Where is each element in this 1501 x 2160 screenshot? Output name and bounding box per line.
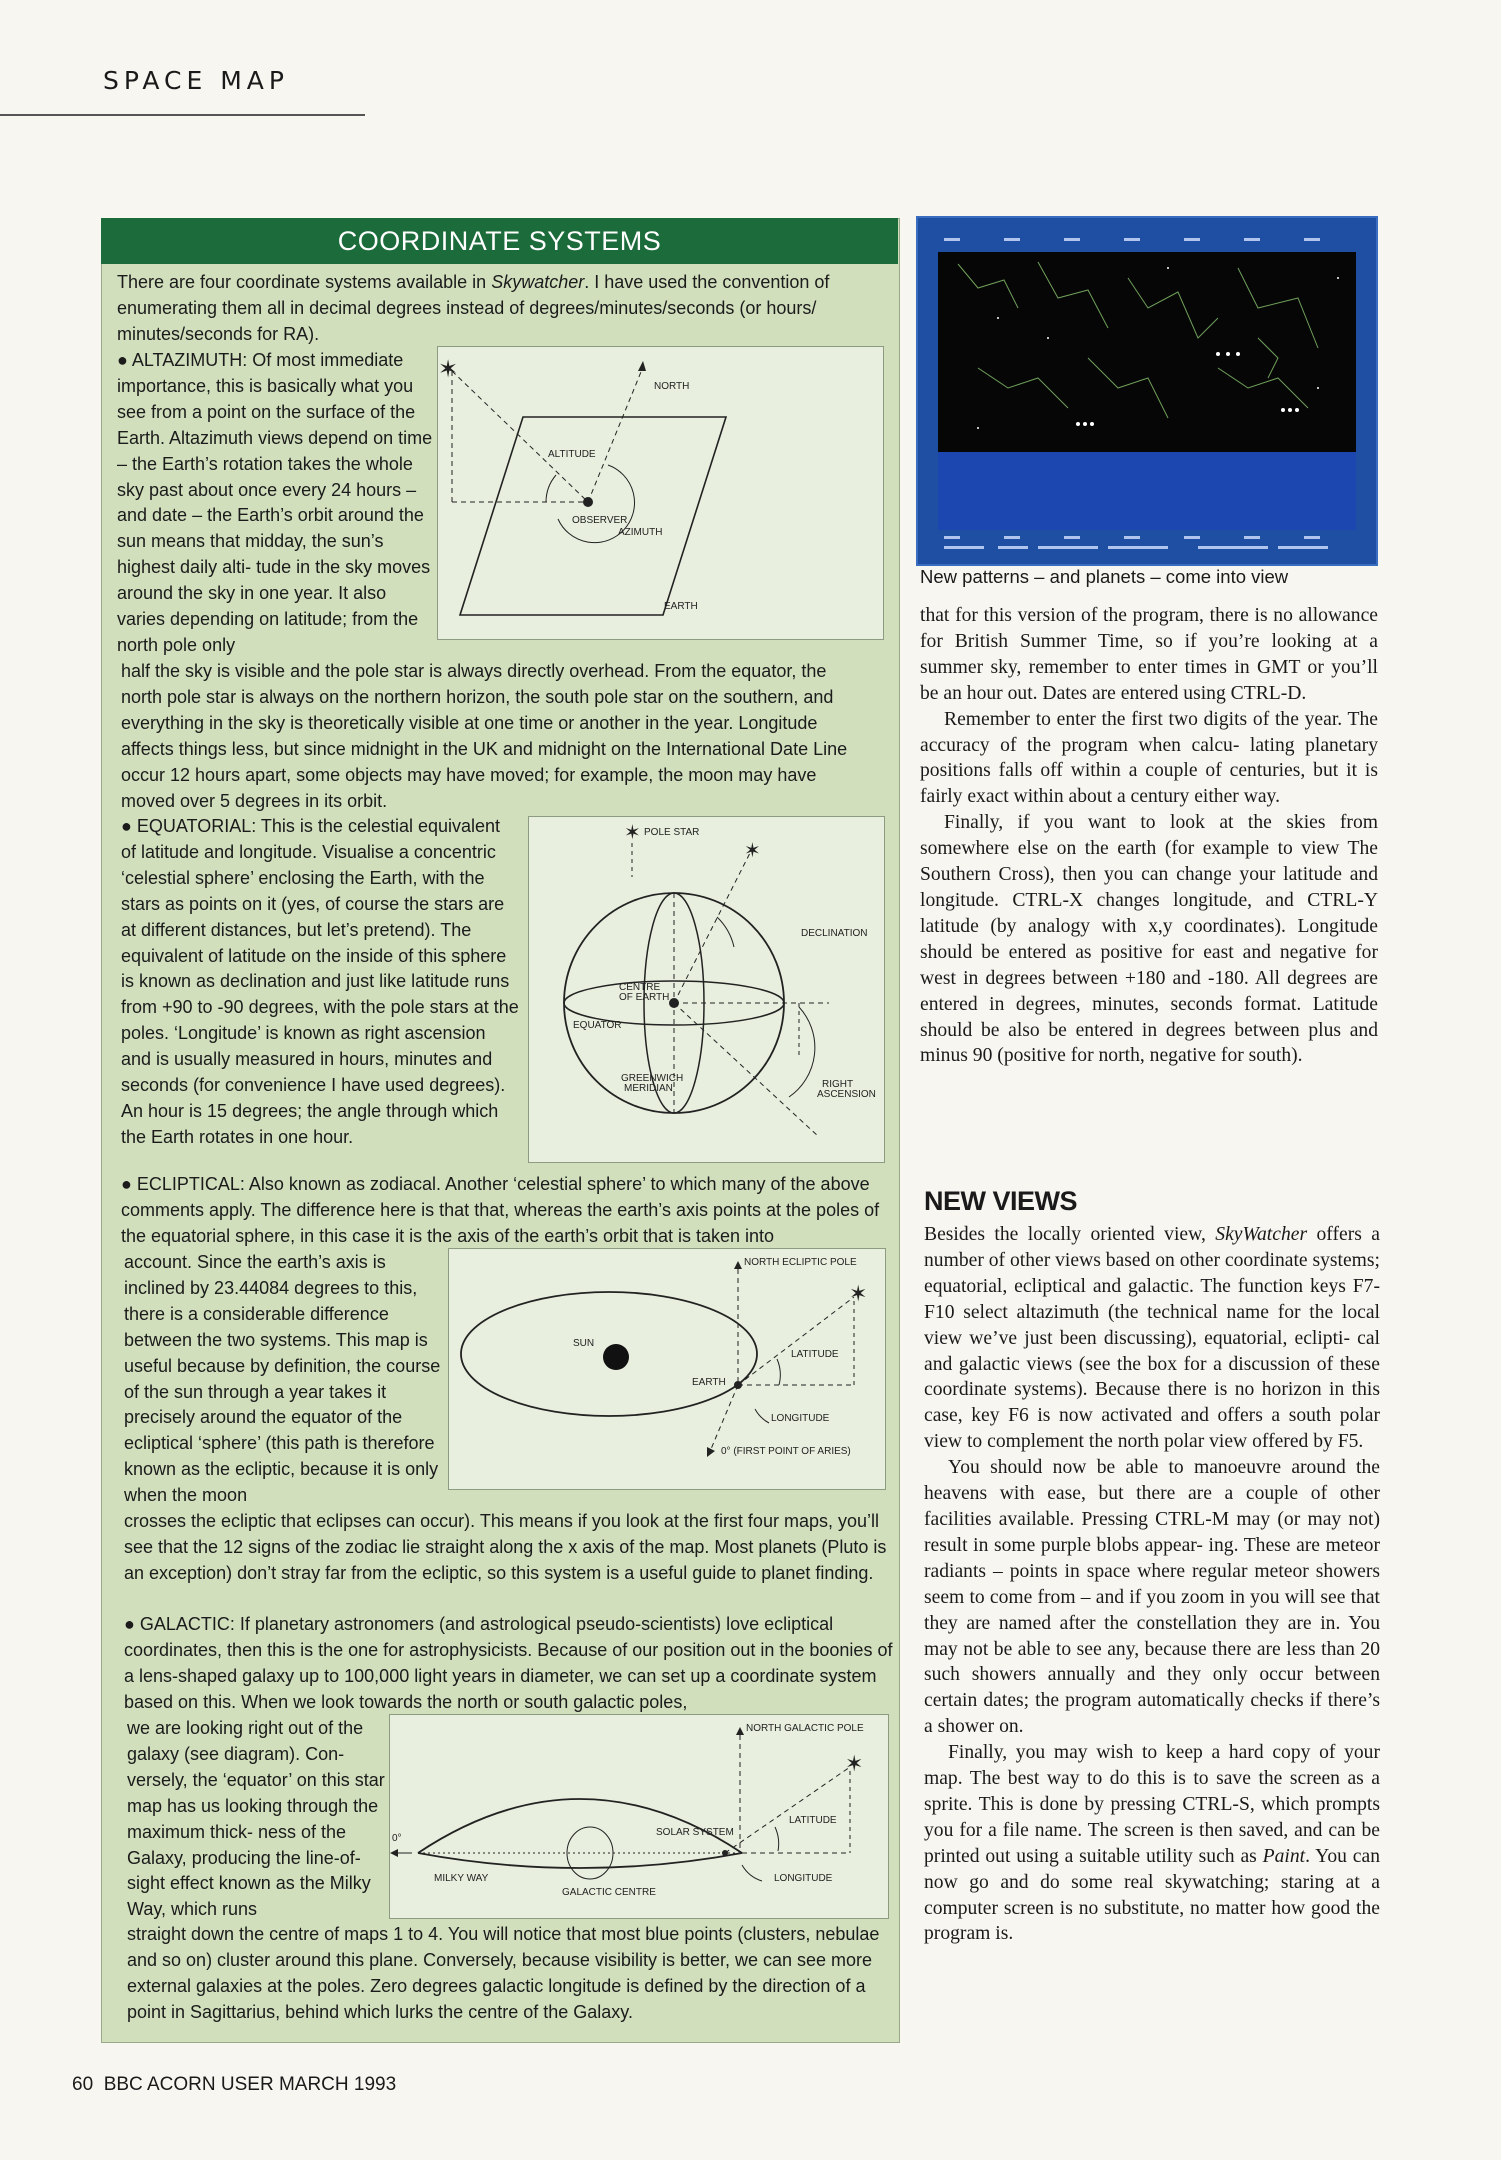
label-right: RIGHT (822, 1079, 854, 1090)
label-ascension: ASCENSION (817, 1089, 876, 1100)
label-of-earth: OF EARTH (619, 992, 670, 1003)
label-equator: EQUATOR (573, 1020, 622, 1031)
label-longitude: LONGITUDE (774, 1873, 833, 1884)
star-icon: ✶ (849, 1281, 868, 1306)
body-column-2 (924, 1222, 1380, 1947)
section-title: SPACE MAP (103, 66, 289, 95)
label-azimuth: AZIMUTH (618, 527, 663, 538)
label-solar-system: SOLAR SYSTEM (656, 1827, 734, 1838)
paragraph: Besides the locally oriented view, SkyWatcher offers a number of other views based on other coordinate systems; equatorial, ecliptical and galactic. The function keys F7-F10 select altazimuth (the technical name for the local view we’ve just been discussing), equatorial, eclipti- cal and galactic views (see the box for a discussion of these coordinate systems). Because there is no horizon in this case, key F6 is now activated and offers a south polar view to complement the north polar view offered by F5. (924, 1224, 1380, 1453)
label-declination: DECLINATION (801, 928, 868, 939)
paragraph: You should now be able to manoeuvre around the heavens with ease, but there are a couple of other facilities available. Pressing CTRL-M may (or may not) result in some purple blobs appear- ing. These are meteor radiants – points in space where regular meteor showers seem to come from – and if you zoom in you will see that they are named after the constellation they are in. You may not be able to see any, because there are less than 20 such showers annually and they only occur between certain dates; the program automatically checks if there’s a shower on. (924, 1457, 1380, 1738)
label-first-point-of-aries: 0° (FIRST POINT OF ARIES) (721, 1446, 851, 1457)
altazimuth-diagram (437, 346, 884, 640)
program-screenshot (916, 216, 1378, 566)
equatorial-diagram (528, 816, 885, 1163)
label-earth: EARTH (692, 1377, 726, 1388)
label-galactic-centre: GALACTIC CENTRE (562, 1887, 656, 1898)
label-longitude: LONGITUDE (771, 1413, 830, 1424)
label-north-galactic-pole: NORTH GALACTIC POLE (746, 1723, 864, 1734)
box-intro: There are four coordinate systems available in Skywatcher. I have used the convention of enumerating them all in decimal degrees instead of degrees/minutes/seconds (or hours/ minutes/seconds for RA). (117, 272, 830, 344)
altazimuth-text: ● ALTAZIMUTH: Of most immediate importance, this is basically what you see from a point on the surface of the Earth. Altazimuth views depend on time – the Earth’s rotation takes the whole sky past about once every 24 hours – and date – the Earth’s orbit around the sun means that midday, the sun’s highest daily alti- tude in the sky moves around the sky in one year. It also varies depending on latitude; from the north pole only (117, 350, 433, 655)
label-earth: EARTH (664, 601, 698, 612)
label-greenwich: GREENWICH (621, 1073, 684, 1084)
label-latitude: LATITUDE (791, 1349, 839, 1360)
label-sun: SUN (573, 1338, 595, 1349)
galactic-text-3: straight down the centre of maps 1 to 4. You will notice that most blue points (clusters, nebulae and so on) cluster around this plane. Conversely, because visibility is better, we can see more external galaxies at the poles. Zero degrees galactic longitude is defined by the direction of a point in Sagittarius, behind which lurks the centre of the Galaxy. (127, 1924, 880, 2022)
paragraph: Remember to enter the first two digits of the year. The accuracy of the program when calcu- lating planetary positions falls off within a couple of centuries, but it is fairly exact within about a century either way. (920, 708, 1378, 808)
galactic-text: ● GALACTIC: If planetary astronomers (and astrological pseudo-scientists) love ecliptical coordinates, then this is the one for astrophysicists. Because of our position out in the boonies of a lens-shaped galaxy up to 100,000 light years in diameter, we can set up a coordinate system based on this. When we look towards the north or south galactic poles, (124, 1614, 893, 1712)
label-centre: CENTRE (619, 982, 661, 993)
galactic-diagram (389, 1714, 889, 1919)
pole-star-icon: ✶ (624, 822, 641, 844)
label-milky-way: MILKY WAY (434, 1873, 489, 1884)
label-north-ecliptic-pole: NORTH ECLIPTIC POLE (744, 1257, 857, 1268)
new-views-heading: NEW VIEWS (924, 1186, 1078, 1216)
screenshot-caption: New patterns – and planets – come into view (920, 566, 1289, 587)
star-icon: ✶ (744, 840, 761, 862)
paragraph: Finally, if you want to look at the skies from somewhere else on the earth (for example to view The Southern Cross), then you can change your latitude and longitude. CTRL-X changes longitude, and CTRL-Y latitude (by analogy with x,y coordinates). Longitude should be entered as positive for east and negative for west in degrees between +180 and -180. All degrees are entered in degrees, minutes, seconds format. Latitude should be also be entered in degrees between plus and minus 90 (positive for north, negative for south). (920, 812, 1378, 1067)
galactic-text-2: we are looking right out of the galaxy (see diagram). Con- versely, the ‘equator’ on this star map has us looking through the maximum thick- ness of the Galaxy, producing the line-of-sight effect known as the Milky Way, which runs (127, 1718, 385, 1920)
ecliptical-text-2: account. Since the earth’s axis is inclined by 23.44084 degrees to this, there is a considerable difference between the two systems. This map is useful because by definition, the course of the sun through a year takes it precisely around the equator of the ecliptical ‘sphere’ (this path is therefore known as the ecliptic, because it is only when the moon (124, 1252, 441, 1506)
equatorial-text: ● EQUATORIAL: This is the celestial equivalent of latitude and longitude. Visualise a concentric ‘celestial sphere’ enclosing the Earth, with the stars as points on it (yes, of course the stars are at different distances, but let’s pretend). The equivalent of latitude on the inside of this sphere is known as declination and just like latitude runs from +90 to -90 degrees, with the pole stars at the poles. ‘Longitude’ is known as right ascension and is usually measured in hours, minutes and seconds (for convenience I have used degrees). An hour is 15 degrees; the angle through which the Earth rotates in one hour. (121, 816, 519, 1147)
label-latitude: LATITUDE (789, 1815, 837, 1826)
altazimuth-text-cont: half the sky is visible and the pole star is always directly overhead. From the equator, the north pole star is always on the northern horizon, the south pole star on the southern, and everything in the sky is theoretically visible at one time or another in the year. Longitude affects things less, but since midnight in the UK and midnight on the International Date Line occur 12 hours apart, some objects may have moved; for example, the moon may have moved over 5 degrees in its orbit. (121, 661, 848, 811)
header-rule (0, 114, 365, 116)
ecliptical-diagram (448, 1248, 886, 1490)
label-meridian: MERIDIAN (624, 1083, 673, 1094)
label-observer: OBSERVER (572, 515, 628, 526)
ecliptical-text: ● ECLIPTICAL: Also known as zodiacal. Another ‘celestial sphere’ to which many of the above comments apply. The difference here is that that, whereas the earth’s axis points at the poles of the equatorial sphere, in this case it is the axis of the earth’s orbit that is taken into (121, 1174, 880, 1246)
label-north: NORTH (654, 381, 690, 392)
page-footer: 60 BBC ACORN USER MARCH 1993 (72, 2074, 397, 2095)
paragraph: that for this version of the program, there is no allowance for British Summer Time, so if you’re looking at a summer sky, remember to enter times in GMT or you’ll be an hour out. Dates are entered using CTRL-D. (920, 605, 1378, 704)
ecliptical-text-3: crosses the ecliptic that eclipses can occur). This means if you look at the first four maps, you’ll see that the 12 signs of the zodiac lie straight along the x axis of the map. Most planets (Pluto is an exception) don’t stray far from the ecliptic, so this system is a useful guide to planet finding. (124, 1511, 887, 1583)
label-pole-star: POLE STAR (644, 827, 700, 838)
star-icon: ✶ (438, 357, 459, 383)
body-column (920, 603, 1378, 1069)
star-icon: ✶ (845, 1751, 864, 1776)
paragraph: Finally, you may wish to keep a hard copy of your map. The best way to do this is to save the screen as a sprite. This is done by pressing CTRL-S, which prompts you for a file name. The screen is then saved, and can be printed out using a suitable utility such as Paint. You can now go and do some real skywatching; staring at a computer screen is no substitute, no matter how good the program is. (924, 1742, 1380, 1945)
label-zero: 0° (392, 1833, 402, 1844)
label-altitude: ALTITUDE (548, 449, 596, 460)
box-title: COORDINATE SYSTEMS (101, 218, 898, 264)
